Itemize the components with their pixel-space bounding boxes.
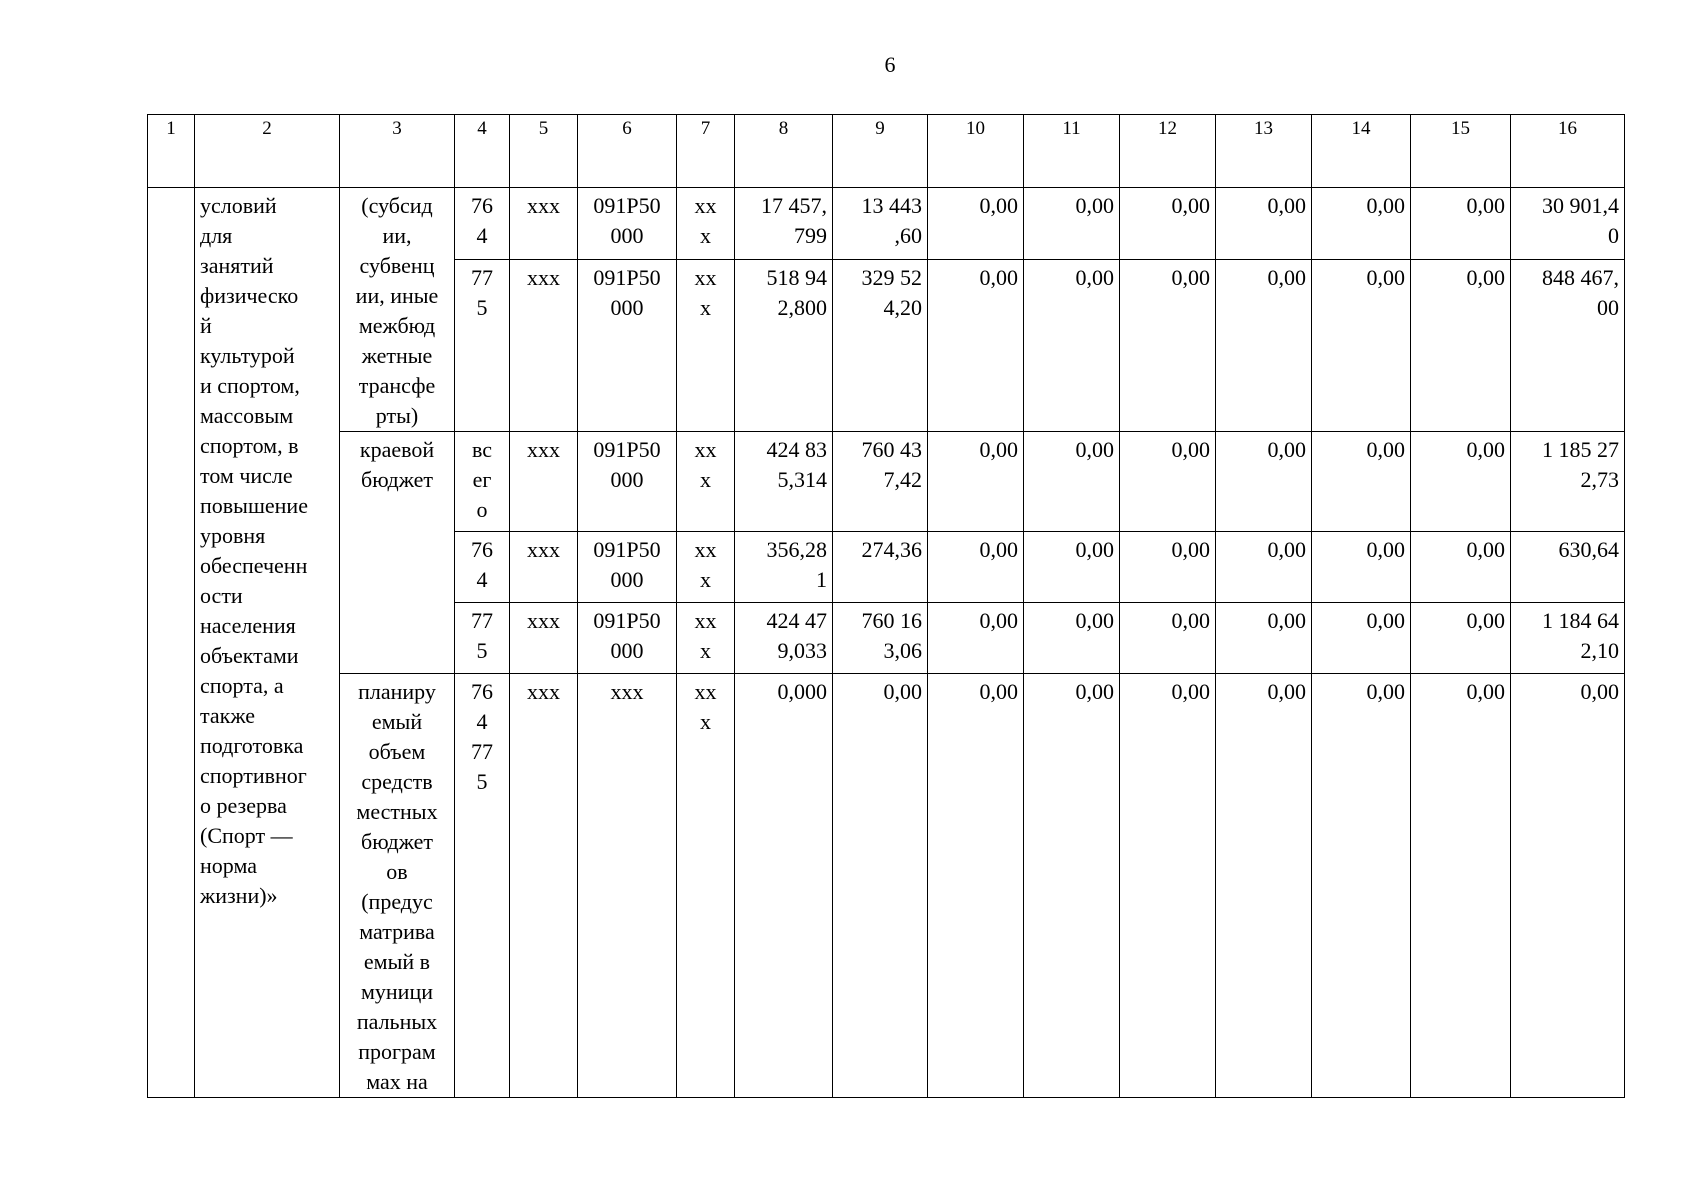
table-cell-col-13: 0,00 [1216, 674, 1312, 1098]
column-header-9: 9 [833, 115, 928, 188]
table-cell-col-16: 1 184 64 2,10 [1511, 603, 1625, 674]
table-cell-col-10: 0,00 [928, 532, 1024, 603]
table-cell-col-16: 0,00 [1511, 674, 1625, 1098]
table-row [148, 432, 1625, 532]
table-cell-col-15: 0,00 [1411, 532, 1511, 603]
table-cell-col-6: 091P50 000 [578, 603, 677, 674]
table-cell-col-16: 630,64 [1511, 532, 1625, 603]
table-cell-col-13: 0,00 [1216, 188, 1312, 260]
source-cell-regional: краевой бюджет [340, 432, 455, 674]
budget-table [147, 114, 1625, 1098]
table-cell-col-9: 329 52 4,20 [833, 259, 928, 431]
table-cell-col-4: 76 4 [455, 188, 510, 260]
table-cell-col-15: 0,00 [1411, 603, 1511, 674]
column-header-12: 12 [1120, 115, 1216, 188]
table-cell-col-8: 17 457, 799 [735, 188, 833, 260]
column-header-16: 16 [1511, 115, 1625, 188]
table-cell-col-9: 760 16 3,06 [833, 603, 928, 674]
table-cell-col-6: 091P50 000 [578, 532, 677, 603]
table-cell-col-14: 0,00 [1312, 188, 1411, 260]
column-header-11: 11 [1024, 115, 1120, 188]
table-cell-col-16: 1 185 27 2,73 [1511, 432, 1625, 532]
table-cell-col-13: 0,00 [1216, 259, 1312, 431]
table-cell-col-16: 848 467, 00 [1511, 259, 1625, 431]
column-header-10: 10 [928, 115, 1024, 188]
table-cell-col-12: 0,00 [1120, 603, 1216, 674]
table-cell-col-15: 0,00 [1411, 432, 1511, 532]
table-cell-col-10: 0,00 [928, 259, 1024, 431]
table-cell-col-7: xx x [677, 259, 735, 431]
table-cell-col-4: 76 4 [455, 532, 510, 603]
table-cell-col-5: xxx [510, 532, 578, 603]
table-cell-col-13: 0,00 [1216, 603, 1312, 674]
table-cell-col-15: 0,00 [1411, 259, 1511, 431]
table-cell-col-8: 0,000 [735, 674, 833, 1098]
table-cell-col-8: 424 83 5,314 [735, 432, 833, 532]
header-row [148, 115, 1625, 188]
table-cell-col-11: 0,00 [1024, 188, 1120, 260]
table-cell-col-16: 30 901,4 0 [1511, 188, 1625, 260]
table-cell-col-15: 0,00 [1411, 674, 1511, 1098]
item-name-cell: условий для занятий физическо й культурой и спортом, массовым спортом, в том числе повышение уровня обеспеченн ости населения объектами спорта, а также подготовка спортивног о резерва (Спорт — норма жизни)» [195, 188, 340, 1098]
table-cell-col-13: 0,00 [1216, 432, 1312, 532]
table-row [148, 674, 1625, 1098]
table-cell-col-4: 77 5 [455, 259, 510, 431]
column-header-14: 14 [1312, 115, 1411, 188]
column-header-8: 8 [735, 115, 833, 188]
table-cell-col-12: 0,00 [1120, 674, 1216, 1098]
table-cell-col-6: 091P50 000 [578, 259, 677, 431]
table-cell-col-13: 0,00 [1216, 532, 1312, 603]
table-cell-col-7: xx x [677, 674, 735, 1098]
table-cell-col-7: xx x [677, 603, 735, 674]
column-header-15: 15 [1411, 115, 1511, 188]
row-number-cell [148, 188, 195, 1098]
column-header-2: 2 [195, 115, 340, 188]
table-cell-col-5: xxx [510, 259, 578, 431]
source-cell-local: планиру емый объем средств местных бюджет ов (предус матрива емый в муници пальных програм мах на [340, 674, 455, 1098]
table-cell-col-11: 0,00 [1024, 432, 1120, 532]
table-cell-col-9: 0,00 [833, 674, 928, 1098]
table-cell-col-7: xx x [677, 532, 735, 603]
table-cell-col-6: 091P50 000 [578, 188, 677, 260]
column-header-1: 1 [148, 115, 195, 188]
table-cell-col-14: 0,00 [1312, 432, 1411, 532]
table-cell-col-4: 76 4 77 5 [455, 674, 510, 1098]
table-cell-col-10: 0,00 [928, 603, 1024, 674]
table-cell-col-11: 0,00 [1024, 532, 1120, 603]
table-cell-col-11: 0,00 [1024, 674, 1120, 1098]
column-header-5: 5 [510, 115, 578, 188]
table-cell-col-10: 0,00 [928, 674, 1024, 1098]
table-cell-col-11: 0,00 [1024, 259, 1120, 431]
table-cell-col-14: 0,00 [1312, 603, 1411, 674]
table-cell-col-4: 77 5 [455, 603, 510, 674]
column-header-4: 4 [455, 115, 510, 188]
table-cell-col-8: 424 47 9,033 [735, 603, 833, 674]
table-cell-col-9: 760 43 7,42 [833, 432, 928, 532]
table-cell-col-7: xx x [677, 432, 735, 532]
source-cell-transfers: (субсид ии, субвенц ии, иные межбюд жетные трансфе рты) [340, 188, 455, 432]
table-cell-col-4: вс ег о [455, 432, 510, 532]
table-cell-col-5: xxx [510, 674, 578, 1098]
table-cell-col-14: 0,00 [1312, 532, 1411, 603]
table-cell-col-14: 0,00 [1312, 674, 1411, 1098]
table-cell-col-12: 0,00 [1120, 532, 1216, 603]
table-cell-col-14: 0,00 [1312, 259, 1411, 431]
table-row [148, 188, 1625, 260]
column-header-3: 3 [340, 115, 455, 188]
table-cell-col-12: 0,00 [1120, 259, 1216, 431]
table-cell-col-7: xx x [677, 188, 735, 260]
table-cell-col-9: 13 443 ,60 [833, 188, 928, 260]
table-cell-col-5: xxx [510, 603, 578, 674]
table-cell-col-9: 274,36 [833, 532, 928, 603]
table-cell-col-6: xxx [578, 674, 677, 1098]
table-cell-col-11: 0,00 [1024, 603, 1120, 674]
table-cell-col-15: 0,00 [1411, 188, 1511, 260]
table-cell-col-8: 356,28 1 [735, 532, 833, 603]
table-cell-col-12: 0,00 [1120, 188, 1216, 260]
column-header-7: 7 [677, 115, 735, 188]
table-cell-col-10: 0,00 [928, 188, 1024, 260]
column-header-13: 13 [1216, 115, 1312, 188]
table-cell-col-8: 518 94 2,800 [735, 259, 833, 431]
table-cell-col-6: 091P50 000 [578, 432, 677, 532]
table-cell-col-12: 0,00 [1120, 432, 1216, 532]
page-number: 6 [884, 52, 896, 77]
table-cell-col-5: xxx [510, 432, 578, 532]
table-cell-col-5: xxx [510, 188, 578, 260]
table-cell-col-10: 0,00 [928, 432, 1024, 532]
column-header-6: 6 [578, 115, 677, 188]
